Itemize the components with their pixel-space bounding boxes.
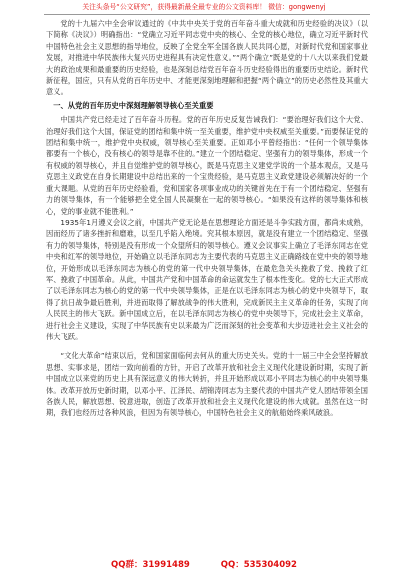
- paragraph-1: 中国共产党已经走过了百年奋斗历程。党的百年历史反复告诫我们：“要治理好我们这个大党、治理好我们这个大国，保证党的团结和集中统一至关重要，维护党中央权威至关重要。”而要保证党的团结和集中统一，维护党中央权威，领导核心至关重要。正如邓小平曾经指出：“任何一个领导集体都要有一个核心，没有核心的领导是靠不住的。”建立一个团结稳定、坚强有力的领导集体，形成一个有权威的领导核心，并且自觉维护党的领导核心，既是马克思主义建党学说的一个基本观点，又是马克思主义政党在自身长期建设中总结出来的一个宝贵经验，是马克思主义政党建设必须解决好的一个重大课题。从党的百年历史经验看，党和国家各项事业成功的关键首先在于有一个团结稳定、坚强有力的领导集体，有一个能够把全党全国人民凝聚在一起的领导核心。“如果没有这样的领导集体和核心，党的事业就不能胜利。”: [46, 115, 368, 216]
- document-body: [46, 18, 368, 419]
- footer-contacts: [0, 560, 408, 571]
- section-heading: 一、从党的百年历史中深刻理解领导核心至关重要: [53, 100, 214, 110]
- header-divider: [44, 14, 370, 15]
- paragraph-2: 1935年1月遵义会议之前，中国共产党无论是在思想理论方面还是斗争实践方面，都尚未成熟，因而经历了诸多挫折和磨难，以至几乎陷入绝境。究其根本原因，就是没有建立一个团结稳定、坚强有力的领导集体，特别是没有形成一个众望所归的领导核心。遵义会议事实上确立了毛泽东同志在党中央和红军的领导地位，开始确立以毛泽东同志为主要代表的马克思主义正确路线在党中央的领导地位，开始形成以毛泽东同志为核心的党的第一代中央领导集体，在最危急关头挽救了党、挽救了红军、挽救了中国革命。从此，中国共产党和中国革命的命运就发生了根本性变化。党的七大正式形成了以毛泽东同志为核心的党的第一代中央领导集体，正是在以毛泽东同志为核心的党中央领导下，取得了抗日战争最后胜利，并进而取得了解放战争的伟大胜利，完成新民主主义革命的任务，实现了向人民民主的伟大飞跃。新中国成立后，在以毛泽东同志为核心的党中央领导下，完成社会主义革命，进行社会主义建设，实现了中华民族有史以来最为广泛而深刻的社会变革和大步迈进社会主义社会的伟大飞跃。: [46, 217, 368, 341]
- paragraph-3: “文化大革命”结束以后，党和国家面临何去何从的重大历史关头。党的十一届三中全会坚持解放思想、实事求是，团结一致向前看的方针，开启了改革开放和社会主义现代化建设新时期，实现了新中国成立以来党的历史上具有深远意义的伟大转折，并且开始形成以邓小平同志为核心的中央领导集体。改革开放历史新时期，以邓小平、江泽民、胡锦涛同志为主要代表的中国共产党人团结带领全国各族人民，解放思想、锐意进取，创造了改革开放和社会主义现代化建设的伟大成就。虽然在这一时期，我们也经历过各种风浪，但因为有领导核心，中国特色社会主义的航船始终乘风破浪。: [46, 351, 368, 418]
- intro-paragraph: 党的十九届六中全会审议通过的《中共中央关于党的百年奋斗重大成就和历史经验的决议》（以下简称《决议》）明确指出：“党确立习近平同志党中央的核心、全党的核心地位，确立习近平新时代中国特色社会主义思想的指导地位，反映了全党全军全国各族人民共同心愿，对新时代党和国家事业发展，对推进中华民族伟大复兴历史进程具有决定性意义。”“两个确立”既是党的十八大以来我们党最大的政治成果和最重要的历史经验，也是深刻总结党百年奋斗历史经验得出的重要历史结论。新时代新征程，国应，只有从党的百年历史中、才能更深刻地理解和把握“两个确立”的历史必然性及其重大意义。: [46, 19, 368, 97]
- footer-qq: QQ：535304092: [220, 560, 297, 570]
- footer-qq-group: QQ群：31991489: [111, 560, 190, 570]
- header-banner: 关注头条号“公文研究”，获得最新最全最专业的公文资料库！ 微信：gongwenyj: [82, 3, 326, 11]
